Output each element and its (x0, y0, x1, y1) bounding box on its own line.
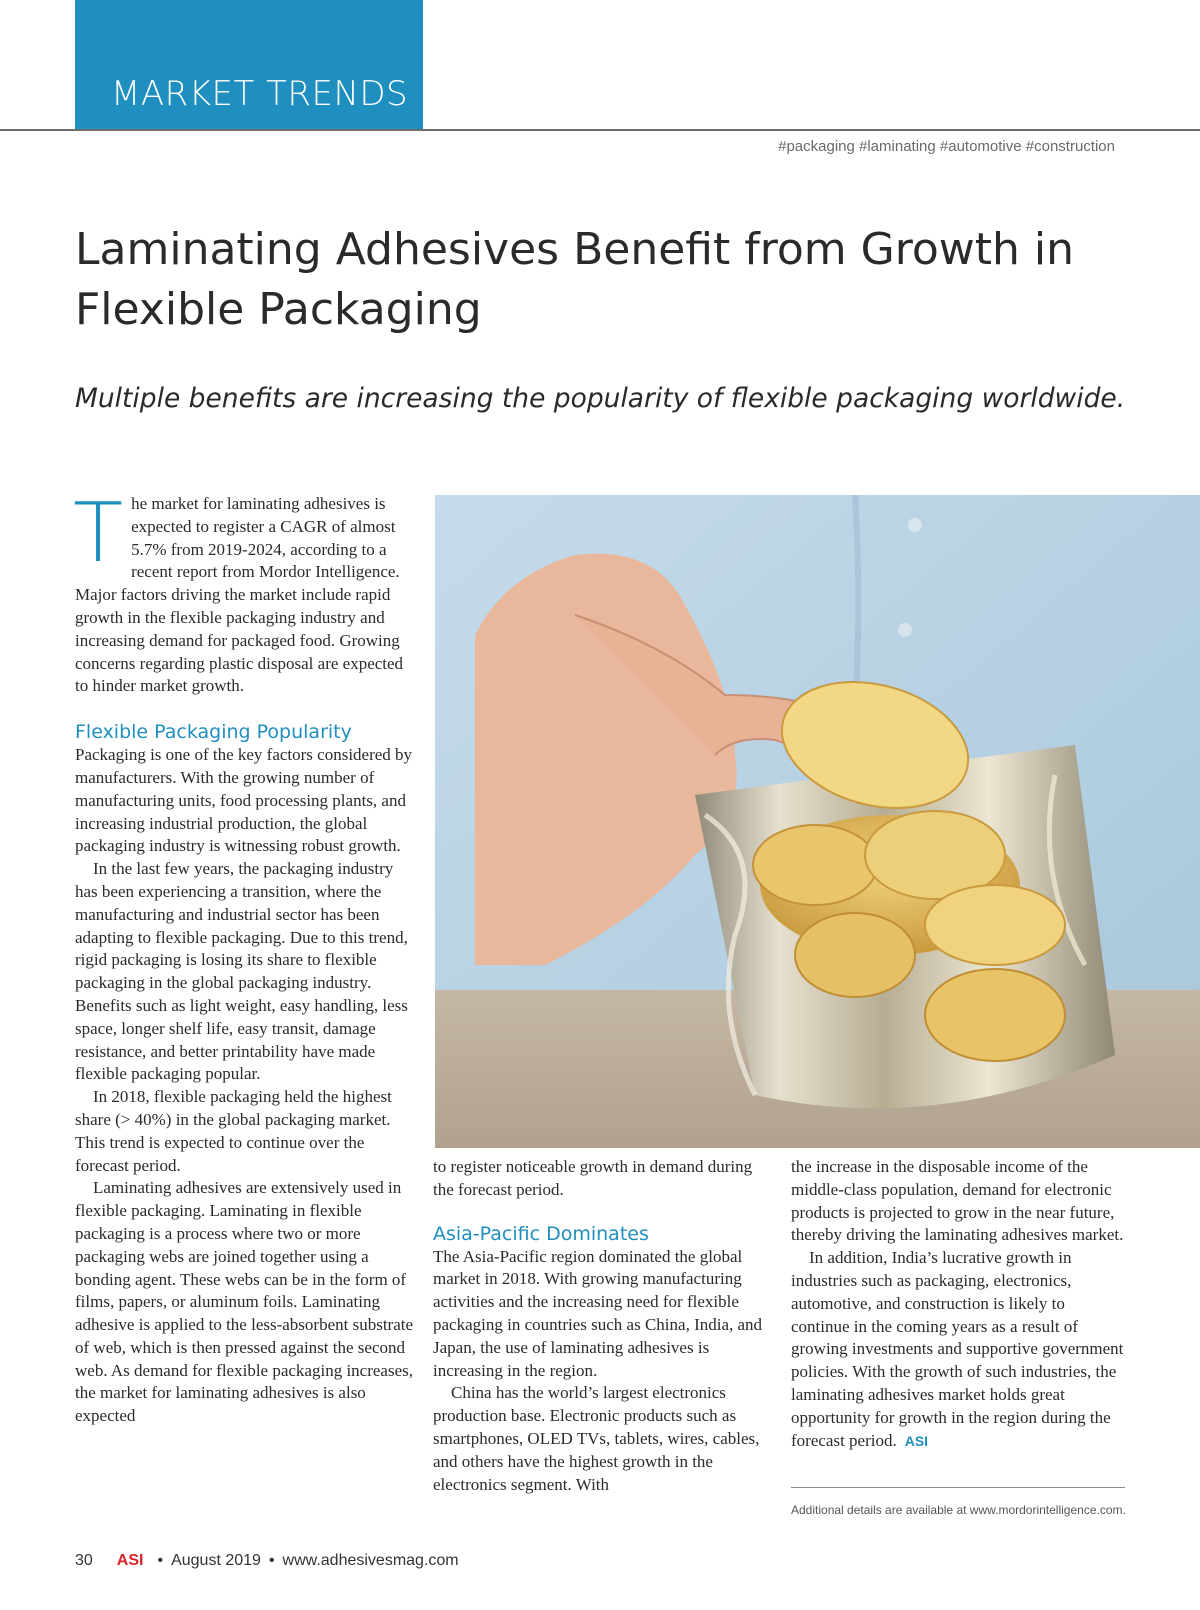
section-tab (75, 0, 423, 129)
column-1 (73, 486, 415, 1428)
subhead-asia-pacific: Asia-Pacific Dominates (433, 1222, 649, 1245)
page-number: 30 (75, 1552, 93, 1569)
paragraph-6-continued: the increase in the disposable income of the middle-class population, demand for electronic products is projected to grow in the near future, thereby driving the laminating adhesives market. (791, 1157, 1124, 1245)
issue-date: August 2019 (171, 1552, 261, 1569)
website-link[interactable]: www.adhesivesmag.com (282, 1552, 459, 1569)
intro-text: he market for laminating adhesives is expected to register a CAGR of almost 5.7% from 2019-2024, according to a recent report from Mordor Intelligence. Major factors driving the market include rapid growth in the flexible packaging industry and increasing demand for packaged food. Growing concerns regarding plastic disposal are expected to hinder market growth. (75, 494, 404, 696)
paragraph-7 (791, 1247, 1126, 1452)
paragraph-1: Packaging is one of the key factors considered by manufacturers. With the growing number of manufacturing units, food processing plants, and increasing industrial production, the global packaging industry is witnessing robust growth. (75, 745, 413, 856)
end-mark: ASI (904, 1432, 929, 1449)
article-subtitle: Multiple benefits are increasing the popularity of flexible packaging worldwide. (75, 383, 1126, 414)
publication-name: ASI (116, 1552, 144, 1569)
drop-cap: T (73, 486, 124, 581)
subhead-flexible-packaging: Flexible Packaging Popularity (75, 721, 352, 744)
column-2 (433, 1156, 771, 1496)
source-note: Additional details are available at www.mordorintelligence.com. (791, 1503, 1126, 1517)
source-divider (791, 1487, 1125, 1488)
section-tab-label: MARKET TRENDS (111, 74, 409, 114)
paragraph-5: The Asia-Pacific region dominated the global market in 2018. With growing manufacturing activities and the increasing need for flexible packaging in countries such as China, India, and Japan, the use of laminating adhesives is increasing in the region. (433, 1246, 763, 1380)
column-3 (791, 1156, 1126, 1452)
page-footer (75, 1552, 459, 1570)
header-rule (0, 129, 1200, 131)
paragraph-7-text: In addition, India’s lucrative growth in industries such as packaging, electronics, automotive, and construction is likely to continue in the coming years as a result of growing investments and supportive government policies. With the growth of such industries, the laminating adhesives market holds great opportunity for growth in the region during the forecast period. (791, 1248, 1124, 1450)
article-title: Laminating Adhesives Benefit from Growth in Flexible Packaging (75, 224, 1074, 335)
paragraph-3: In 2018, flexible packaging held the highest share (> 40%) in the global packaging market. This trend is expected to continue over the forecast period. (75, 1087, 392, 1175)
chips-bag-photo (435, 495, 1200, 1148)
paragraph-4-continued: to register noticeable growth in demand during the forecast period. (433, 1157, 753, 1199)
intro-paragraph (73, 486, 415, 698)
paragraph-6: China has the world’s largest electronics production base. Electronic products such as smartphones, OLED TVs, tablets, wires, cables, and others have the highest growth in the electronics segment. With (433, 1383, 760, 1494)
paragraph-4: Laminating adhesives are extensively used in flexible packaging. Laminating in flexible packaging is a process where two or more packaging webs are joined together using a bonding agent. These webs can be in the form of films, papers, or aluminum foils. Laminating adhesive is applied to the less-absorbent substrate of web, which is then pressed against the second web. As demand for flexible packaging increases, the market for laminating adhesives is also expected (75, 1178, 414, 1426)
paragraph-2: In the last few years, the packaging industry has been experiencing a transition, where the manufacturing and industrial sector has been adapting to flexible packaging. Due to this trend, rigid packaging is losing its share to flexible packaging in the global packaging industry. Benefits such as light weight, easy handling, less space, longer shelf life, easy transit, damage resistance, and better printability have made flexible packaging popular. (75, 859, 408, 1084)
separator-dot: • (268, 1552, 275, 1569)
article-photo (435, 495, 1200, 1148)
separator-dot: • (157, 1552, 164, 1569)
article-tags: #packaging #laminating #automotive #construction (778, 138, 1115, 155)
